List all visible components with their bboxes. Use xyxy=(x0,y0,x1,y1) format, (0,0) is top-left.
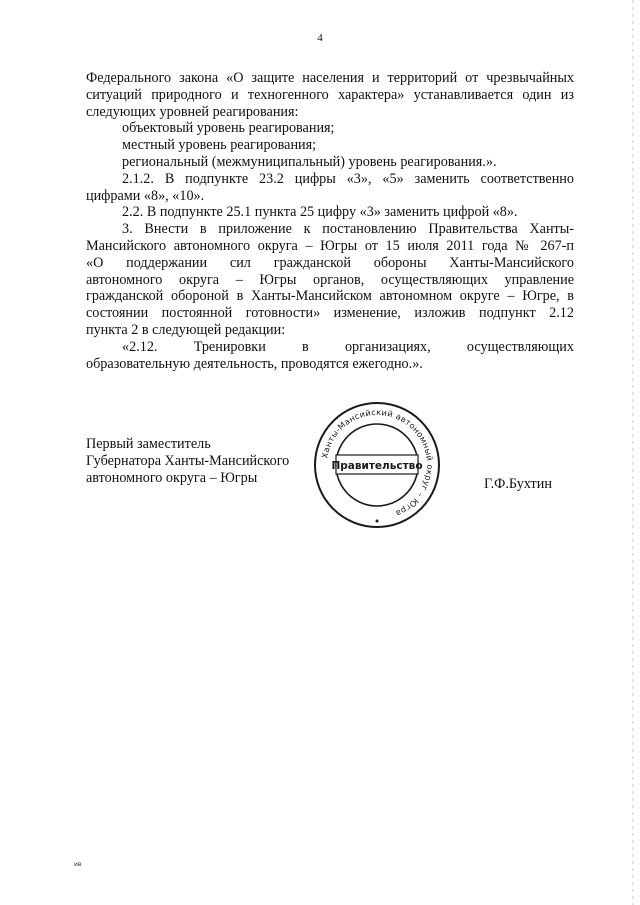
seal-center-text: Правительство xyxy=(331,460,423,472)
text-line: 3. Внести в приложение к постановлению Правительства Ханты- xyxy=(122,221,574,238)
text-line: «2.12. Тренировки в организациях, осуществляющих xyxy=(122,338,574,355)
list-item: местный уровень реагирования; xyxy=(122,137,317,154)
position-line: Губернатора Ханты-Мансийского xyxy=(86,453,290,469)
footer-mark: ив xyxy=(74,861,82,868)
position-line: автономного округа – Югры xyxy=(86,470,258,486)
text-line: «О поддержании сил гражданской обороны Ханты-Мансийского xyxy=(86,254,574,271)
text-line: Федерального закона «О защите населения и территорий от чрезвычайных xyxy=(86,70,574,86)
list-item: объектовый уровень реагирования; xyxy=(122,120,335,137)
text-line: гражданской обороной в Ханты-Мансийском автономном округе – Югре, в xyxy=(86,288,574,305)
signatory-position xyxy=(86,436,316,487)
scan-edge xyxy=(632,0,634,905)
text-line: цифрами «8», «10». xyxy=(86,187,205,204)
list-item: региональный (межмуниципальный) уровень реагирования.». xyxy=(122,153,497,170)
page-number: 4 xyxy=(317,32,323,44)
text-line: образовательную деятельность, проводятся ежегодно.». xyxy=(86,355,423,372)
text-line: 2.1.2. В подпункте 23.2 цифры «3», «5» заменить соответственно xyxy=(122,170,574,187)
text-line: состоянии постоянной готовности» изменение, изложив подпункт 2.12 xyxy=(86,305,574,322)
official-seal xyxy=(312,400,442,530)
text-line: 2.2. В подпункте 25.1 пункта 25 цифру «3» заменить цифрой «8». xyxy=(122,204,518,221)
text-line: пункта 2 в следующей редакции: xyxy=(86,321,286,338)
seal-star-icon xyxy=(376,520,379,523)
signatory-name: Г.Ф.Бухтин xyxy=(484,476,552,492)
document-body xyxy=(86,70,574,372)
seal-ring-text: Ханты-Мансийский автономный округ – Югра xyxy=(319,406,436,520)
position-line: Первый заместитель xyxy=(86,436,211,452)
text-line: ситуаций природного и техногенного характера» устанавливается один из xyxy=(86,86,574,103)
text-line: автономного округа – Югры органов, осуществляющих управление xyxy=(86,271,574,288)
text-line: Мансийского автономного округа – Югры от 15 июля 2011 года № 267-п xyxy=(86,237,574,254)
text-line: следующих уровней реагирования: xyxy=(86,103,299,120)
